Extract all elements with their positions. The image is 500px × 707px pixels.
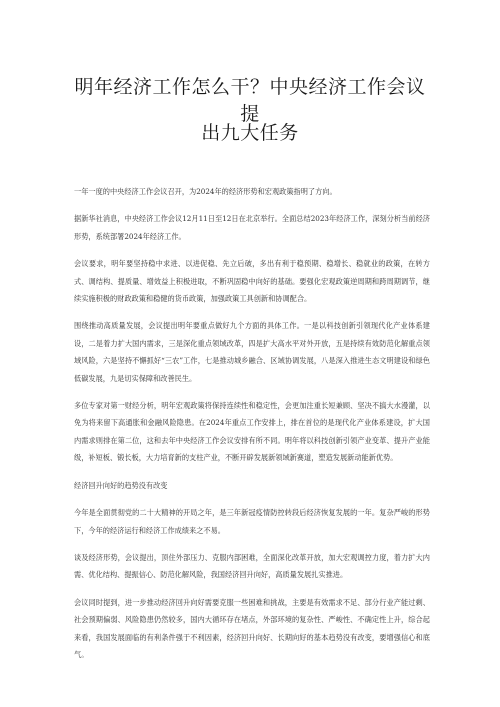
article-title-line-2: 出九大任务 (201, 122, 299, 144)
section-subheading: 经济回升向好的趋势没有改变 (74, 480, 168, 490)
paragraph-intro: 一年一度的中央经济工作会议召开，为2024年的经济形势和宏观政策指明了方向。 (74, 187, 337, 196)
paragraph-news: 据新华社消息，中央经济工作会议12月11日至12日在北京举行。全面总结2023年经济工作，深刻分析当前经济形势，系统部署2024年经济工作。 (74, 214, 430, 241)
paragraph-economic-situation: 谈及经济形势，会议提出，顶住外部压力、克服内部困难，全面深化改革开放，加大宏观调控力度，着力扩大内需、优化结构、提振信心、防范化解风险，我国经济回升向好，高质量发展扎实推进。 (74, 552, 430, 580)
paragraph-requirements: 会议要求，明年要坚持稳中求进、以进促稳、先立后破，多出有利于稳预期、稳增长、稳就业的政策，在转方式、调结构、提质量、增效益上积极进取，不断巩固稳中向好的基础。要强化宏观政策逆周期和跨周期调节，继续实施积极的财政政策和稳健的货币政策，加强政策工具创新和协调配合。 (74, 259, 430, 304)
article-body (74, 183, 430, 673)
paragraph-nine-tasks: 围绕推动高质量发展，会议提出明年要重点做好九个方面的具体工作。一是以科技创新引领现代化产业体系建设，二是着力扩大国内需求，三是深化重点领域改革，四是扩大高水平对外开放，五是持续有效防范化解重点领域风险，六是坚持不懈抓好“三农”工作，七是推动城乡融合、区域协调发展，八是深入推进生态文明建设和绿色低碳发展，九是切实保障和改善民生。 (74, 321, 430, 383)
paragraph-this-year: 今年是全面贯彻党的二十大精神的开局之年，是三年新冠疫情防控转段后经济恢复发展的一年。复杂严峻的形势下，今年的经济运行和经济工作成绩来之不易。 (74, 508, 430, 535)
article-title-line-1: 明年经济工作怎么干？中央经济工作会议提 (74, 76, 426, 125)
paragraph-expert-analysis: 多位专家对第一财经分析，明年宏观政策将保持连续性和稳定性，会更加注重长短兼顾、坚决不搞大水漫灌，以免为将来留下高通胀和金融风险隐患。在2024年重点工作安排上，排在首位的是现代化产业体系建设，扩大国内需求则排在第二位，这和去年中央经济工作会议安排有所不同。明年将以科技创新引领产业变革、提升产业能级，补短板、锻长板，大力培育新的支柱产业，不断开辟发展新领域新赛道，塑造发展新动能新优势。 (74, 401, 430, 463)
paragraph-challenges: 会议同时提到，进一步推动经济回升向好需要克服一些困难和挑战，主要是有效需求不足、部分行业产能过剩、社会预期偏弱、风险隐患仍然较多，国内大循环存在堵点，外部环境的复杂性、严峻性、不确定性上升，综合起来看，我国发展面临的有利条件强于不利因素，经济回升向好、长期向好的基本趋势没有改变，要增强信心和底气。 (74, 597, 430, 659)
